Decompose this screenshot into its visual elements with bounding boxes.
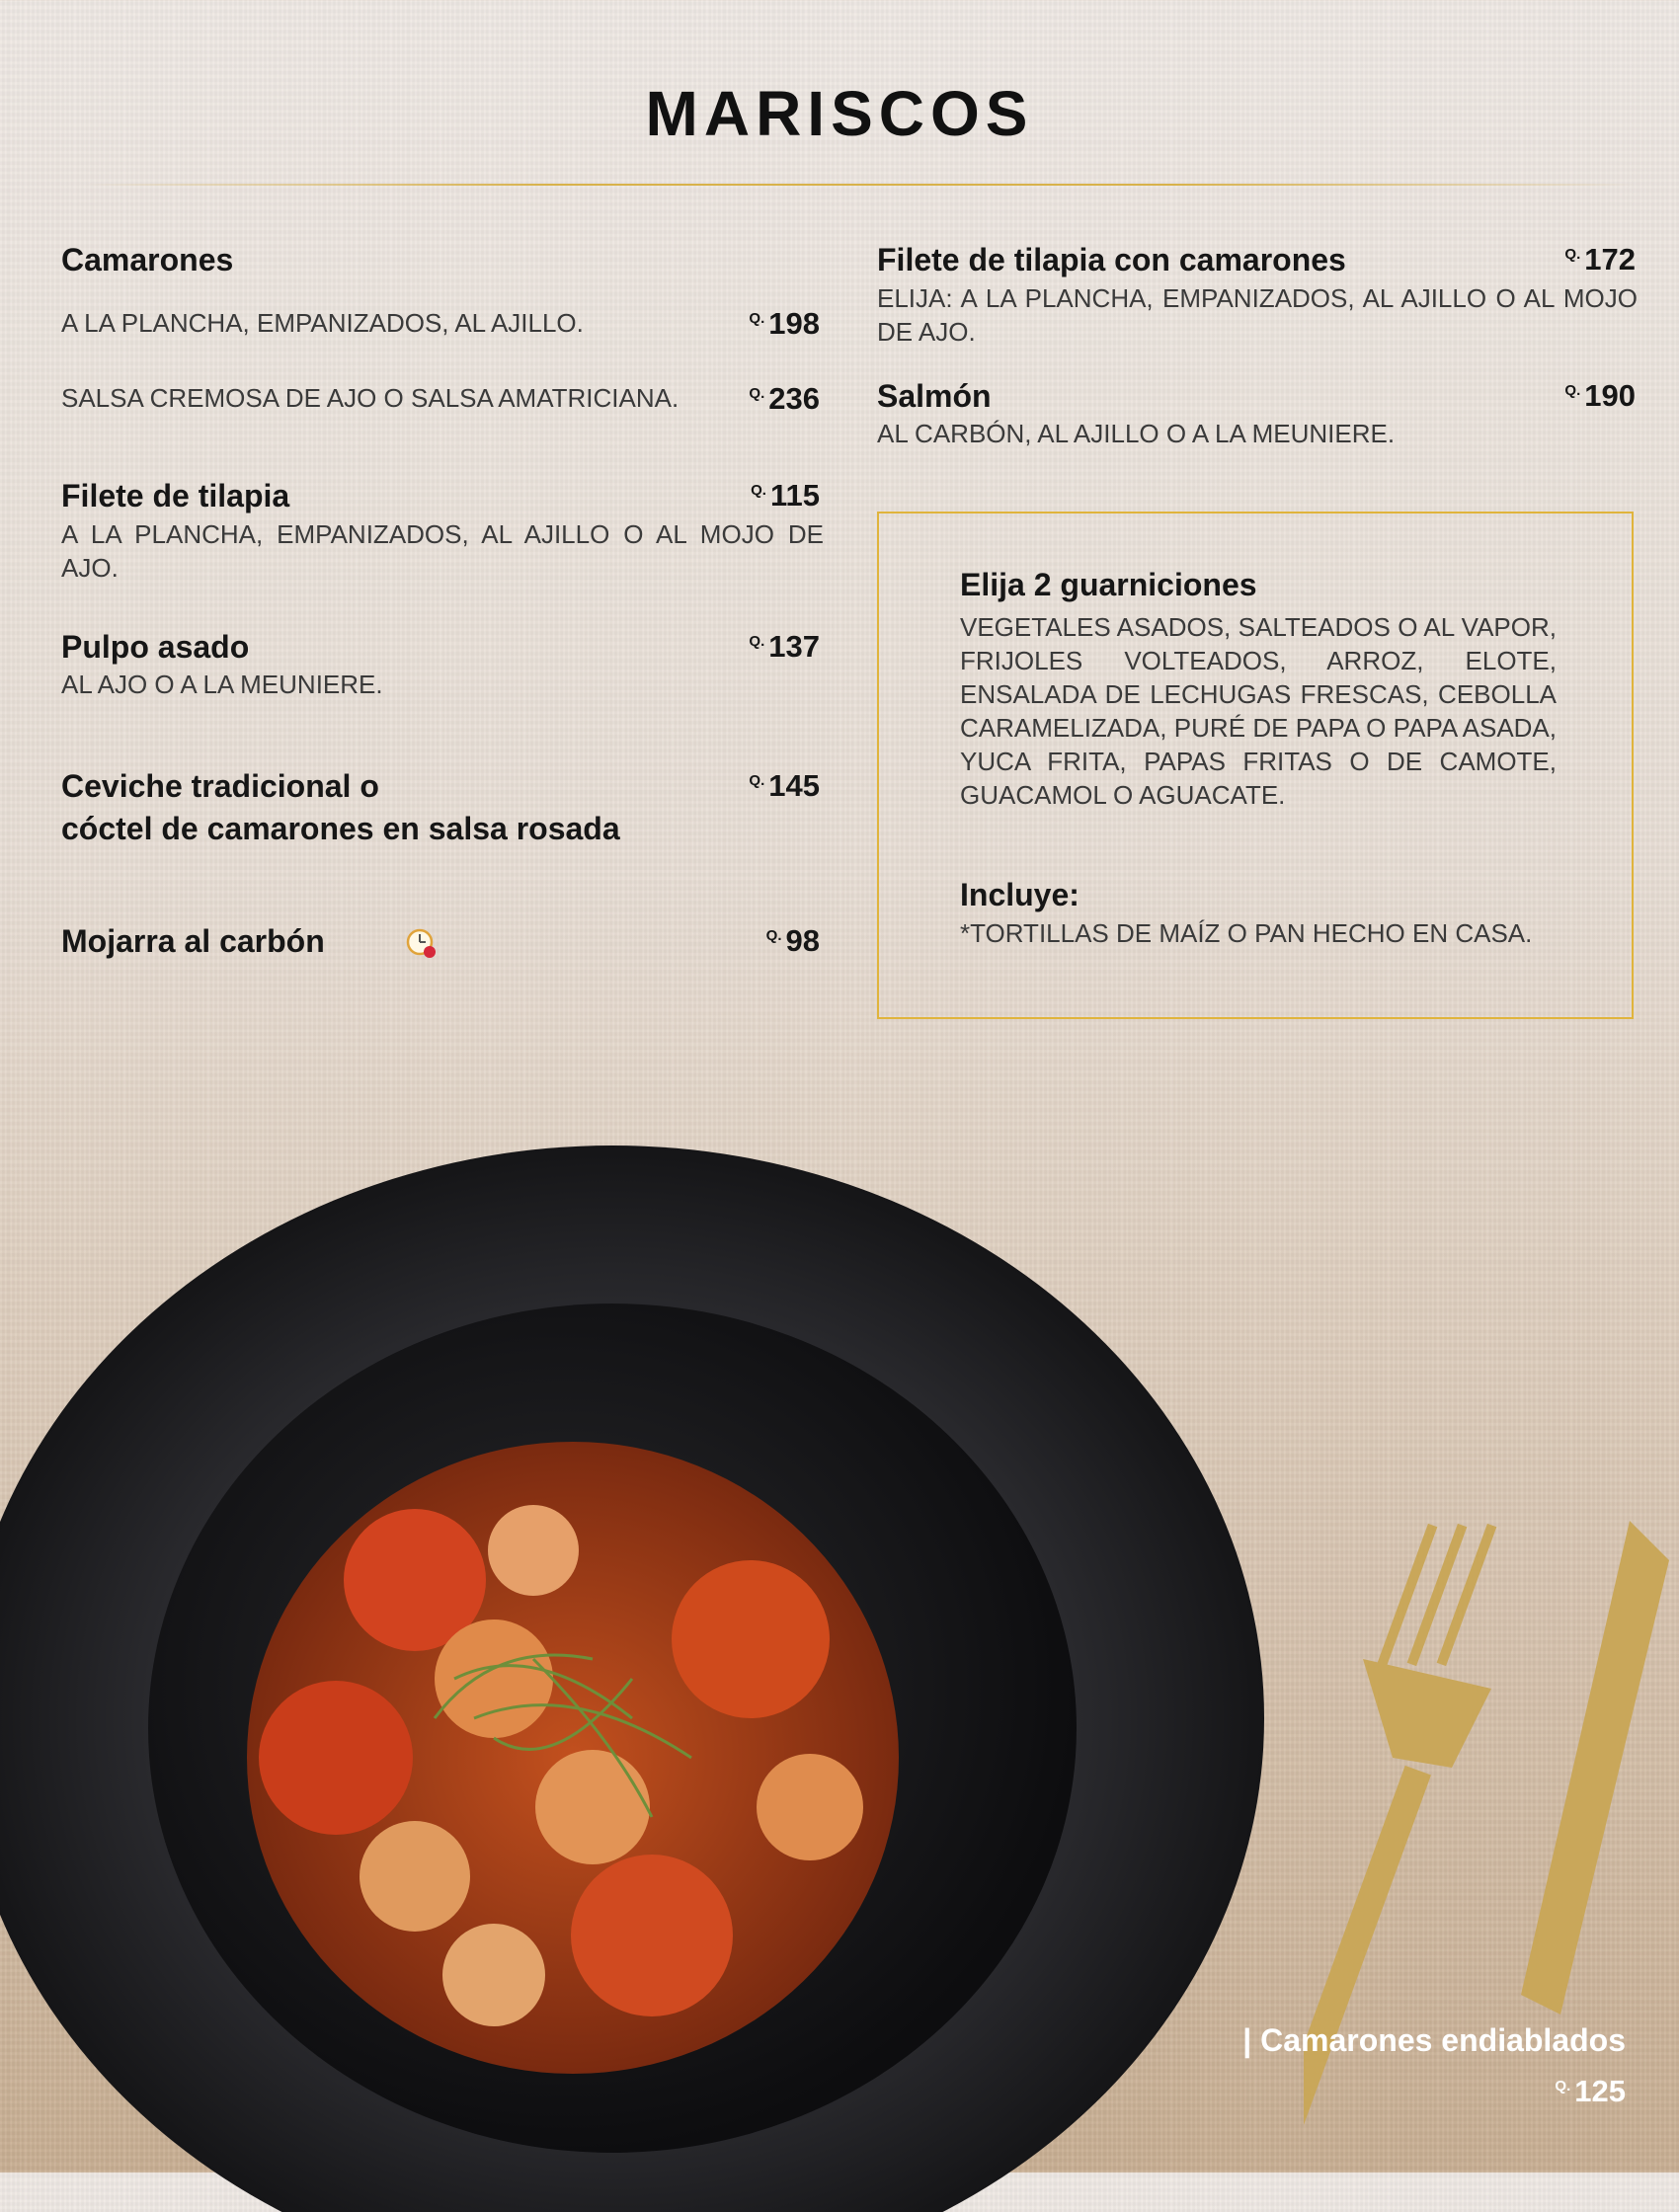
- item-name-tilapia-camarones: Filete de tilapia con camarones: [877, 242, 1346, 277]
- includes-heading: Incluye:: [960, 877, 1079, 912]
- item-desc-filete-tilapia: A LA PLANCHA, EMPANIZADOS, AL AJILLO O AL MOJO DE AJO.: [61, 519, 824, 583]
- item-desc-salmon: AL CARBÓN, AL AJILLO O A LA MEUNIERE.: [877, 419, 1396, 448]
- price-tilapia-camarones: $^{Q.}$ 172: [1564, 242, 1636, 276]
- featured-dish-caption: | Camarones endiablados: [1242, 2022, 1626, 2058]
- sides-heading: Elija 2 guarniciones: [960, 567, 1257, 602]
- price-ceviche: $^{Q.}$ 145: [749, 768, 820, 803]
- shrimp-dish-photo: [0, 1126, 1274, 2212]
- item-desc-camarones-2: SALSA CREMOSA DE AJO O SALSA AMATRICIANA.: [61, 383, 680, 413]
- title-divider: [85, 184, 1636, 186]
- currency-symbol: Q.: [765, 926, 782, 944]
- item-desc-pulpo-asado: AL AJO O A LA MEUNIERE.: [61, 670, 383, 699]
- page-title: MARISCOS: [645, 78, 1034, 149]
- item-name-salmon: Salmón: [877, 378, 992, 414]
- sides-info-box: [877, 512, 1634, 1019]
- item-desc-camarones-1: A LA PLANCHA, EMPANIZADOS, AL AJILLO.: [61, 308, 584, 338]
- clock-icon: [405, 926, 439, 960]
- currency-symbol: Q.: [749, 384, 765, 402]
- price-pulpo-asado: $^{Q.}$ 137: [749, 629, 820, 664]
- price-salmon: $^{Q.}$ 190: [1564, 378, 1636, 413]
- currency-symbol: Q.: [749, 632, 765, 650]
- item-name-filete-tilapia: Filete de tilapia: [61, 478, 290, 514]
- includes-text: *TORTILLAS DE MAÍZ O PAN HECHO EN CASA.: [960, 918, 1533, 948]
- sides-list-text: VEGETALES ASADOS, SALTEADOS O AL VAPOR, FRIJOLES VOLTEADOS, ARROZ, ELOTE, ENSALADA DE LECHUGAS FRESCAS, CEBOLLA CARAMELIZADA, PURÉ DE PAPA O PAPA ASADA, YUCA FRITA, PAPAS FRITAS O DE CAMOTE, GUACAMOL O AGUACATE.: [960, 612, 1557, 810]
- item-name-ceviche-line2: cóctel de camarones en salsa rosada: [61, 811, 620, 846]
- featured-dish-price: $^{Q.}$ 125: [1555, 2074, 1626, 2108]
- price-camarones-2: $^{Q.}$ 236: [749, 381, 820, 416]
- item-name-mojarra: Mojarra al carbón: [61, 923, 325, 959]
- currency-symbol: Q.: [751, 481, 766, 499]
- price-camarones-1: $^{Q.}$ 198: [749, 306, 820, 341]
- currency-symbol: Q.: [749, 771, 765, 789]
- item-name-pulpo-asado: Pulpo asado: [61, 629, 250, 665]
- price-mojarra: $^{Q.}$ 98: [765, 923, 820, 958]
- item-name-camarones: Camarones: [61, 242, 234, 277]
- currency-symbol: Q.: [1564, 245, 1581, 263]
- price-filete-tilapia: $^{Q.}$ 115: [751, 478, 820, 513]
- currency-symbol: Q.: [749, 309, 765, 327]
- item-name-ceviche-line1: Ceviche tradicional o: [61, 768, 379, 804]
- item-desc-tilapia-camarones: ELIJA: A LA PLANCHA, EMPANIZADOS, AL AJILLO O AL MOJO DE AJO.: [877, 283, 1638, 347]
- currency-symbol: Q.: [1555, 2077, 1571, 2094]
- currency-symbol: Q.: [1564, 381, 1581, 399]
